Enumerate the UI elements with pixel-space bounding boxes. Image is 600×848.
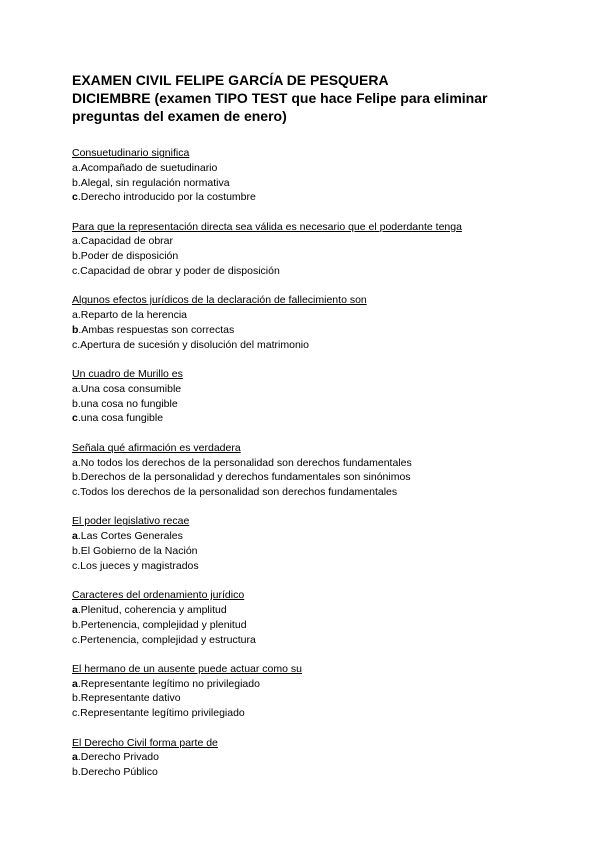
answer-option — [72, 249, 552, 264]
option-text: .Apertura de sucesión y disolución del matrimonio — [77, 338, 309, 351]
option-letter: a — [72, 161, 78, 174]
option-text: .Capacidad de obrar y poder de disposición — [77, 265, 280, 278]
option-letter: a — [72, 751, 78, 764]
option-text: .No todos los derechos de la personalidad son derechos fundamentales — [77, 456, 412, 469]
option-letter: c — [72, 633, 78, 646]
answer-option — [72, 411, 552, 426]
option-text: .Plenitud, coherencia y amplitud — [77, 603, 227, 616]
option-letter: b — [72, 766, 78, 779]
option-letter: a — [72, 309, 78, 322]
option-text: .Ambas respuestas son correctas — [78, 323, 235, 336]
question-block — [72, 514, 552, 573]
option-letter: c — [72, 559, 78, 572]
option-text: .Poder de disposición — [77, 250, 179, 263]
option-text: .Capacidad de obrar — [77, 235, 173, 248]
answer-option — [72, 176, 552, 191]
question-list — [72, 146, 552, 794]
answer-option — [72, 264, 552, 279]
option-text: .Derecho Público — [77, 766, 158, 779]
answer-option — [72, 618, 552, 633]
answer-option — [72, 338, 552, 353]
option-text: .Pertenencia, complejidad y estructura — [77, 633, 256, 646]
answer-option — [72, 691, 552, 706]
option-letter: a — [72, 235, 78, 248]
answer-option — [72, 485, 552, 500]
option-letter: b — [72, 618, 78, 631]
answer-option — [72, 706, 552, 721]
answer-option — [72, 190, 552, 205]
option-letter: a — [72, 456, 78, 469]
answer-option — [72, 633, 552, 648]
question-block — [72, 367, 552, 426]
option-text: .El Gobierno de la Nación — [77, 545, 198, 558]
question-text: El poder legislativo recae — [72, 515, 190, 528]
question-text: Algunos efectos jurídicos de la declaración de fallecimiento son — [72, 294, 367, 307]
answer-option — [72, 234, 552, 249]
question-text: El Derecho Civil forma parte de — [72, 736, 218, 749]
question-block — [72, 662, 552, 721]
answer-option — [72, 456, 552, 471]
answer-option — [72, 529, 552, 544]
title-line: preguntas del examen de enero) — [72, 108, 287, 124]
option-letter: c — [72, 265, 78, 278]
option-text: .Una cosa consumible — [77, 382, 182, 395]
question-block — [72, 293, 552, 352]
answer-option — [72, 544, 552, 559]
option-letter: c — [72, 486, 78, 499]
option-text: .Derecho introducido por la costumbre — [77, 191, 256, 204]
option-text: .Todos los derechos de la personalidad son derechos fundamentales — [77, 486, 398, 499]
option-letter: a — [72, 677, 78, 690]
title-line: DICIEMBRE (examen TIPO TEST que hace Felipe para eliminar — [72, 90, 488, 106]
option-letter: b — [72, 397, 78, 410]
option-text: .Alegal, sin regulación normativa — [77, 176, 230, 189]
answer-option — [72, 382, 552, 397]
option-text: .Los jueces y magistrados — [77, 559, 199, 572]
option-text: .una cosa no fungible — [77, 397, 178, 410]
answer-option — [72, 308, 552, 323]
question-block — [72, 736, 552, 780]
option-text: .Las Cortes Generales — [77, 530, 183, 543]
option-letter: b — [72, 471, 78, 484]
answer-option — [72, 323, 552, 338]
option-text: .una cosa fungible — [77, 412, 164, 425]
option-letter: b — [72, 323, 79, 336]
question-block — [72, 146, 552, 205]
question-text: Consuetudinario significa — [72, 147, 190, 159]
option-letter: a — [72, 382, 78, 395]
option-text: .Derecho Privado — [77, 751, 159, 764]
answer-option — [72, 603, 552, 618]
question-block — [72, 588, 552, 647]
option-letter: a — [72, 603, 78, 616]
answer-option — [72, 677, 552, 692]
answer-option — [72, 161, 552, 176]
option-letter: b — [72, 250, 78, 263]
option-letter: c — [72, 338, 78, 351]
option-letter: b — [72, 176, 78, 189]
answer-option — [72, 559, 552, 574]
question-block — [72, 220, 552, 279]
question-text: Caracteres del ordenamiento jurídico — [72, 589, 245, 602]
option-letter: a — [72, 530, 78, 543]
question-block — [72, 441, 552, 500]
option-text: .Representante legítimo no privilegiado — [77, 677, 260, 690]
question-text: Un cuadro de Murillo es — [72, 368, 183, 381]
option-letter: c — [72, 412, 78, 425]
option-text: .Representante dativo — [77, 692, 181, 705]
option-letter: c — [72, 707, 78, 720]
option-text: .Pertenencia, complejidad y plenitud — [77, 618, 247, 631]
answer-option — [72, 470, 552, 485]
question-text: El hermano de un ausente puede actuar como su — [72, 662, 302, 675]
option-letter: b — [72, 692, 78, 705]
option-text: .Acompañado de suetudinario — [77, 161, 218, 174]
answer-option — [72, 750, 552, 765]
answer-option — [72, 765, 552, 780]
option-letter: c — [72, 191, 78, 204]
title-line: EXAMEN CIVIL FELIPE GARCÍA DE PESQUERA — [72, 72, 389, 88]
option-text: .Representante legítimo privilegiado — [77, 707, 245, 720]
question-text: Para que la representación directa sea válida es necesario que el poderdante tenga — [72, 220, 462, 233]
question-text: Señala qué afirmación es verdadera — [72, 441, 241, 454]
answer-option — [72, 397, 552, 412]
option-text: .Derechos de la personalidad y derechos fundamentales son sinónimos — [77, 471, 411, 484]
option-text: .Reparto de la herencia — [77, 309, 187, 322]
document-title — [72, 71, 542, 125]
option-letter: b — [72, 545, 78, 558]
